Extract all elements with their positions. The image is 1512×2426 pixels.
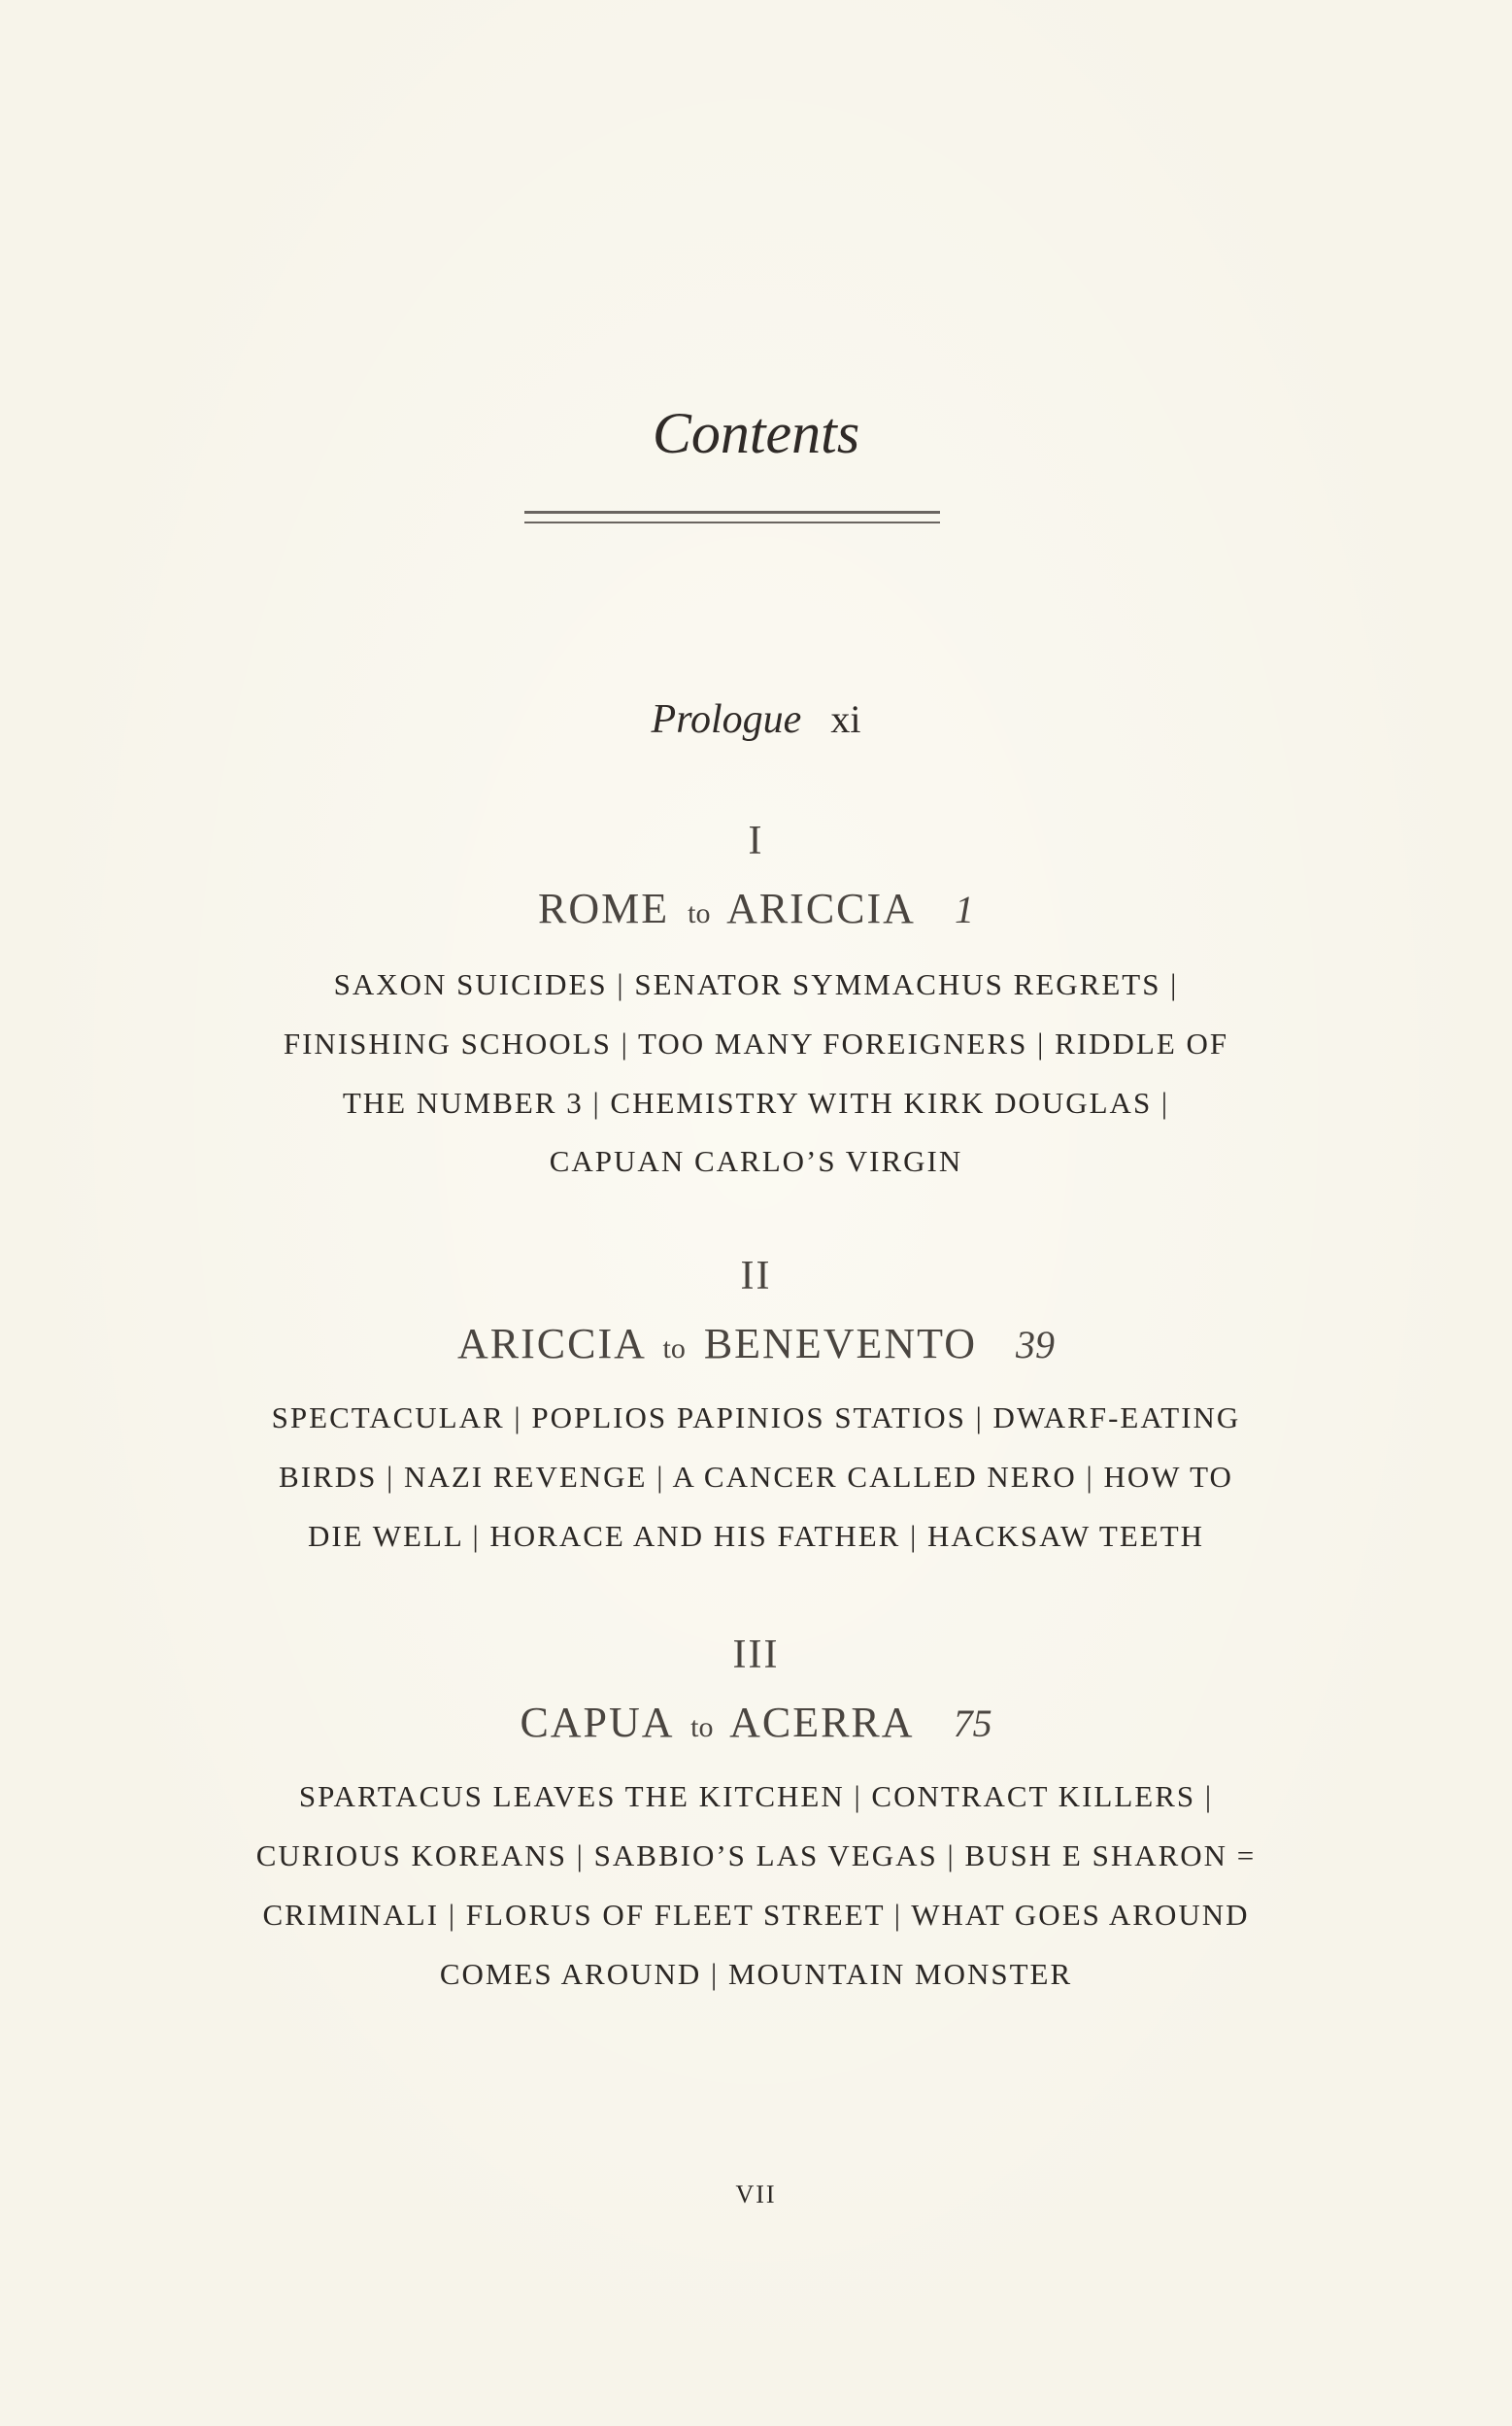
prologue-page: xi [830,697,861,741]
part-1-to-word: to [688,897,711,929]
part-1-line-3: THE NUMBER 3 | CHEMISTRY WITH KIRK DOUGLAS | [342,1086,1170,1120]
page-folio: VII [735,2180,777,2208]
part-3-page: 75 [953,1702,992,1745]
part-1-from: ROME [538,885,670,932]
part-3-heading [0,1698,1512,1747]
prologue-label: Prologue [651,697,802,742]
part-1-numeral: I [748,819,764,863]
part-3-to: ACERRA [729,1699,915,1746]
part-3-line-3: CRIMINALI | FLORUS OF FLEET STREET | WHAT GOES AROUND [262,1898,1250,1932]
part-3-from: CAPUA [520,1699,673,1746]
part-2-heading [0,1319,1512,1368]
part-1-page: 1 [954,888,974,931]
part-3-numeral: III [732,1633,780,1677]
title-rule-bottom [524,522,940,523]
part-3-line-4: COMES AROUND | MOUNTAIN MONSTER [439,1957,1073,1991]
part-1-to: ARICCIA [726,885,916,932]
part-2-numeral: II [740,1254,772,1298]
part-2-to-word: to [662,1332,686,1365]
part-1-line-4: CAPUAN CARLO’S VIRGIN [549,1144,963,1178]
part-2-line-2: BIRDS | NAZI REVENGE | A CANCER CALLED NERO | HOW TO [279,1460,1233,1494]
part-2-line-1: SPECTACULAR | POPLIOS PAPINIOS STATIOS | DWARF-EATING [271,1400,1241,1434]
part-1-line-2: FINISHING SCHOOLS | TOO MANY FOREIGNERS | RIDDLE OF [283,1027,1229,1061]
part-3-to-word: to [690,1711,714,1743]
part-1-line-1: SAXON SUICIDES | SENATOR SYMMACHUS REGRETS | [333,967,1179,1001]
part-2-line-3: DIE WELL | HORACE AND HIS FATHER | HACKSAW TEETH [307,1519,1205,1553]
part-2-from: ARICCIA [457,1320,645,1367]
part-3-line-2: CURIOUS KOREANS | SABBIO’S LAS VEGAS | BUSH E SHARON = [255,1838,1257,1872]
page-title: Contents [652,401,860,465]
part-1-heading [0,884,1512,933]
prologue-entry [0,696,1512,743]
part-3-line-1: SPARTACUS LEAVES THE KITCHEN | CONTRACT KILLERS | [298,1779,1214,1813]
title-rule-top [524,511,940,514]
part-2-page: 39 [1016,1323,1055,1366]
part-2-to: BENEVENTO [703,1320,977,1367]
